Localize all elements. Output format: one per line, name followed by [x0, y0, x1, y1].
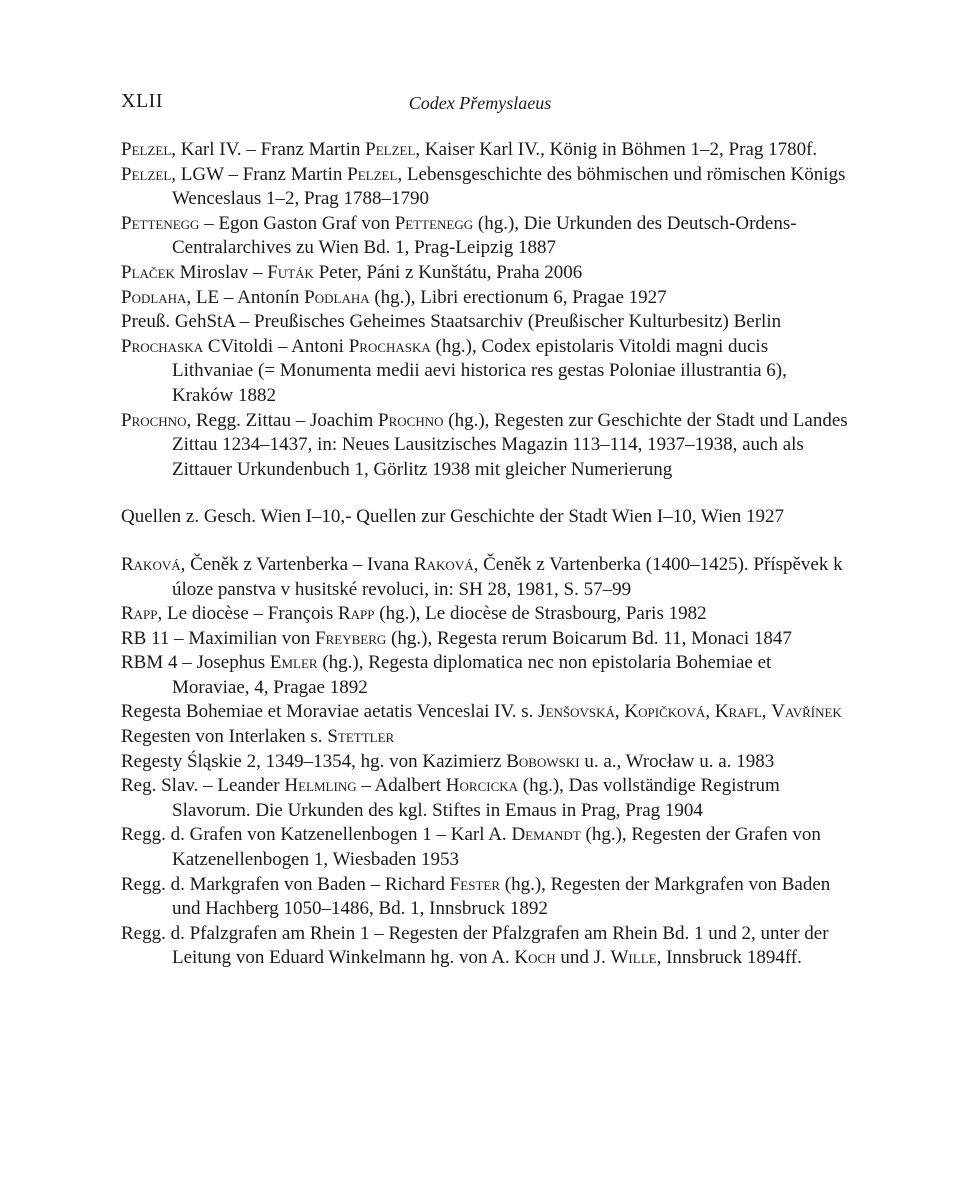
bibliography-entry	[121, 700, 851, 725]
author-name: Bobowski	[506, 750, 580, 772]
running-title: Codex Přemyslaeus	[408, 93, 552, 113]
author-name: Prochno	[378, 409, 444, 431]
entry-text: (hg.), Le diocèse de Strasbourg, Paris 1982	[374, 603, 707, 625]
bibliography-entry	[121, 873, 851, 922]
bibliography-list	[121, 138, 851, 971]
bibliography-entry	[121, 725, 851, 750]
author-name: Rapp	[337, 603, 375, 625]
author-name: Wille	[610, 947, 657, 969]
bibliography-entry	[121, 602, 851, 627]
author-name: Futák	[267, 261, 314, 283]
bibliography-entry	[121, 774, 851, 823]
author-name: Podlaha	[121, 286, 187, 308]
author-name: Raková	[121, 553, 181, 575]
author-name: Koch	[514, 947, 556, 969]
bibliography-entry	[121, 823, 851, 872]
entry-text: (hg.), Regesta rerum Boicarum Bd. 11, Monaci 1847	[386, 627, 792, 649]
entry-text: ,	[761, 701, 772, 723]
bibliography-entry	[121, 409, 851, 483]
entry-text: ,	[705, 701, 715, 723]
author-name: Jenšovská	[538, 701, 615, 723]
entry-text: Regg. d. Pfalzgrafen am Rhein 1 – Regesten der Pfalzgrafen am Rhein Bd. 1 und 2, unter der Leitung von Eduard Winkelmann hg. von A.	[121, 922, 829, 969]
bibliography-entry	[121, 335, 851, 409]
entry-text: Regg. d. Markgrafen von Baden – Richard	[121, 873, 450, 895]
author-name: Pelzel	[121, 163, 172, 185]
entry-text: RBM 4 – Josephus	[121, 652, 270, 674]
bibliography-entry	[121, 627, 851, 652]
author-name: Raková	[413, 553, 474, 575]
author-name: Pettenegg	[394, 212, 474, 234]
author-name: Pelzel	[121, 139, 172, 160]
author-name: Demandt	[511, 824, 581, 846]
bibliography-entry	[121, 286, 851, 311]
author-name: Pelzel	[347, 163, 398, 185]
entry-text: (hg.), Die Urkunden des Deutsch-Ordens-Centralarchives zu Wien Bd. 1, Prag-Leipzig 1887	[172, 212, 797, 259]
entry-text: , LGW – Franz Martin	[171, 163, 348, 185]
entry-text: , Čeněk z Vartenberka (1400–1425). Příspěvek k úloze panstva v husitské revoluci, in: SH 28, 1981, S. 57–99	[172, 553, 843, 600]
bibliography-entry	[121, 750, 851, 775]
entry-text: (hg.), Regesta diplomatica nec non epistolaria Bohemiae et Moraviae, 4, Pragae 1892	[172, 652, 772, 698]
entry-text: Miroslav –	[174, 261, 268, 283]
author-name: Stettler	[327, 726, 395, 748]
author-name: Podlaha	[304, 286, 370, 308]
bibliography-entry	[121, 553, 851, 602]
entry-text: und J.	[555, 947, 611, 969]
bibliography-entry	[121, 261, 851, 286]
author-name: Pettenegg	[121, 212, 200, 234]
entry-text: – Adalbert	[356, 775, 446, 797]
entry-text: , Le diocèse – François	[157, 603, 338, 625]
bibliography-entry	[121, 138, 851, 163]
author-name: Prochaska	[121, 335, 204, 357]
entry-text: (hg.), Codex epistolaris Vitoldi magni ducis Lithvaniae (= Monumenta medii aevi historica res gestas Poloniae illustrantia 6), Kraków 1882	[172, 335, 787, 406]
author-name: Emler	[269, 652, 318, 674]
entry-text: RB 11 – Maximilian von	[121, 627, 316, 649]
entry-text: (hg.), Das vollständige Registrum Slavorum. Die Urkunden des kgl. Stiftes in Emaus in Prag, Prag 1904	[172, 775, 780, 821]
page-number: XLII	[121, 90, 163, 112]
bibliography-entry	[121, 212, 851, 261]
entry-text: (hg.), Regesten der Markgrafen von Baden und Hachberg 1050–1486, Bd. 1, Innsbruck 1892	[172, 873, 831, 920]
entry-text: , Čeněk z Vartenberka – Ivana	[180, 553, 414, 575]
author-name: Prochno	[121, 409, 187, 431]
entry-text: (hg.), Libri erectionum 6, Pragae 1927	[369, 286, 667, 308]
author-name: Kopičková	[624, 701, 706, 723]
entry-text: Peter, Páni z Kunštátu, Praha 2006	[313, 261, 583, 283]
entry-text: – Egon Gaston Graf von	[199, 212, 395, 234]
author-name: Rapp	[121, 603, 158, 625]
bibliography-entry	[121, 163, 851, 212]
entry-text: , Kaiser Karl IV., König in Böhmen 1–2, Prag 1780f.	[415, 139, 818, 160]
author-name: Freyberg	[315, 627, 387, 649]
entry-text: ,	[614, 701, 625, 723]
entry-text: , Regg. Zittau – Joachim	[186, 409, 379, 431]
bibliography-entry	[121, 505, 851, 530]
author-name: Krafl	[714, 701, 762, 723]
entry-text: Quellen z. Gesch. Wien I–10,- Quellen zur Geschichte der Stadt Wien I–10, Wien 1927	[121, 506, 785, 528]
entry-text: , Lebensgeschichte des böhmischen und römischen Königs Wenceslaus 1–2, Prag 1788–1790	[172, 163, 846, 210]
entry-text: , Karl IV. – Franz Martin	[171, 139, 366, 160]
bibliography-entry	[121, 310, 851, 335]
entry-text: Regg. d. Grafen von Katzenellenbogen 1 – Karl A.	[121, 824, 512, 846]
entry-text: Regesty Śląskie 2, 1349–1354, hg. von Kazimierz	[121, 750, 507, 772]
entry-text: , Innsbruck 1894ff.	[656, 947, 802, 969]
entry-text: Reg. Slav. – Leander	[121, 775, 285, 797]
author-name: Fester	[449, 873, 501, 895]
entry-text: Preuß. GehStA – Preußisches Geheimes Staatsarchiv (Preußischer Kulturbesitz) Berlin	[121, 311, 782, 333]
entry-text: (hg.), Regesten zur Geschichte der Stadt und Landes Zittau 1234–1437, in: Neues Lausitzisches Magazin 113–114, 1937–1938, auch als Zittauer Urkundenbuch 1, Görlitz 1938 mit gleicher Numerierung	[172, 409, 848, 480]
bibliography-entry	[121, 922, 851, 971]
author-name: Plaček	[121, 261, 175, 283]
author-name: Horcicka	[445, 775, 519, 797]
entry-text: CVitoldi – Antoni	[203, 335, 349, 357]
bibliography-entry	[121, 651, 851, 700]
entry-text: (hg.), Regesten der Grafen von Katzenellenbogen 1, Wiesbaden 1953	[172, 824, 821, 871]
author-name: Vavřínek	[771, 701, 842, 723]
entry-text: Regesten von Interlaken s.	[121, 726, 328, 748]
entry-text: , LE – Antonín	[186, 286, 305, 308]
entry-text: Regesta Bohemiae et Moraviae aetatis Venceslai IV. s.	[121, 701, 539, 723]
author-name: Prochaska	[348, 335, 431, 357]
author-name: Helmling	[284, 775, 357, 797]
entry-text: u. a., Wrocław u. a. 1983	[579, 750, 775, 772]
author-name: Pelzel	[365, 139, 416, 160]
